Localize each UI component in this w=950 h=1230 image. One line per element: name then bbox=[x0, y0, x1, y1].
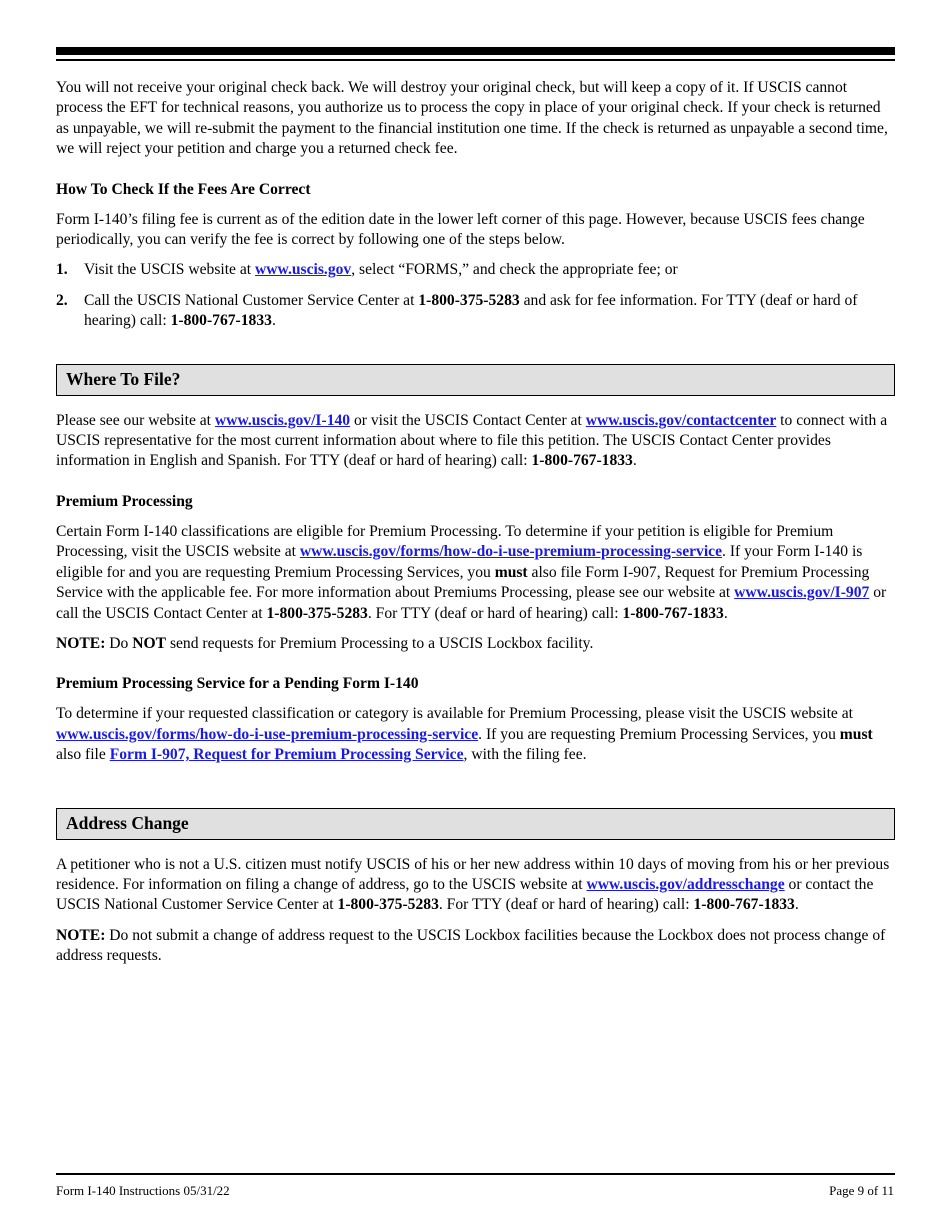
fees-paragraph: Form I-140’s filing fee is current as of the edition date in the lower left corner of this page. However, because USCIS fees change periodically, you can verify the fee is correct by following one of the steps below. bbox=[56, 210, 865, 249]
tty-number: 1-800-767-1833 bbox=[622, 604, 724, 622]
page-content bbox=[56, 78, 895, 967]
check-paragraph: You will not receive your original check back. We will destroy your original check, but will keep a copy of it. If USCIS cannot process the EFT for technical reasons, you authorize us to process the copy in place of your original check. If your check is returned as unpayable, we will re-submit the payment to the financial institution one time. If the check is returned as unpayable a second time, we will reject your petition and charge you a returned check fee. bbox=[56, 79, 888, 158]
fees-step-1: 1. Visit the USCIS website at www.uscis.gov, select “FORMS,” and check the appropriate fee; or bbox=[56, 260, 895, 280]
pending-form-paragraph: To determine if your requested classification or category is available for Premium Processing, please visit the USCIS website at www.uscis.gov/forms/how-do-i-use-premium-processing-service. If you are requesting Premium Processing Services, you must also file Form I-907, Request for Premium Processing Service, with the filing fee. bbox=[56, 705, 873, 764]
premium-processing-link[interactable]: www.uscis.gov/forms/how-do-i-use-premium-processing-service bbox=[299, 543, 723, 561]
address-change-link[interactable]: www.uscis.gov/addresschange bbox=[586, 875, 785, 893]
phone-number: 1-800-375-5283 bbox=[337, 896, 439, 914]
phone-number: 1-800-375-5283 bbox=[266, 604, 368, 622]
uscis-website-link[interactable]: www.uscis.gov bbox=[255, 261, 352, 279]
footer-page-number: Page 9 of 11 bbox=[829, 1183, 894, 1198]
note-label: NOTE: bbox=[56, 926, 106, 944]
section-header-where-to-file: Where To File? bbox=[56, 364, 895, 396]
address-change-paragraph: A petitioner who is not a U.S. citizen must notify USCIS of his or her new address within 10 days of moving from his or her previous residence. For information on filing a change of address, go to the USCIS website at www.uscis.gov/addresschange or contact the USCIS National Customer Service Center at 1-800-375-5283. For TTY (deaf or hard of hearing) call: 1-800-767-1833. bbox=[56, 855, 890, 914]
note-label: NOTE: bbox=[56, 634, 106, 652]
premium-processing-paragraph: Certain Form I-140 classifications are eligible for Premium Processing. To determine if your petition is eligible for Premium Processing, visit the USCIS website at www.uscis.gov/forms/how-do-i-use-premium-processing-service. If your Form I-140 is eligible for and you are requesting Premium Processing Services, you must also file Form I-907, Request for Premium Processing Service with the applicable fee. For more information about Premiums Processing, please see our website at www.uscis.gov/I-907 or call the USCIS Contact Center at 1-800-375-5283. For TTY (deaf or hard of hearing) call: 1-800-767-1833. bbox=[56, 522, 887, 622]
header-rule-thick bbox=[56, 47, 895, 55]
premium-processing-heading: Premium Processing bbox=[56, 492, 193, 510]
phone-number: 1-800-375-5283 bbox=[418, 291, 520, 309]
fees-step-2: 2. Call the USCIS National Customer Service Center at 1-800-375-5283 and ask for fee information. For TTY (deaf or hard of hearing) call: 1-800-767-1833. bbox=[56, 291, 858, 330]
tty-number: 1-800-767-1833 bbox=[170, 312, 272, 330]
i907-link[interactable]: www.uscis.gov/I-907 bbox=[734, 584, 870, 602]
pending-form-heading: Premium Processing Service for a Pending Form I-140 bbox=[56, 675, 419, 693]
tty-number: 1-800-767-1833 bbox=[693, 896, 795, 914]
form-i907-link[interactable]: Form I-907, Request for Premium Processing Service bbox=[109, 746, 464, 764]
fees-heading: How To Check If the Fees Are Correct bbox=[56, 180, 311, 198]
premium-processing-link[interactable]: www.uscis.gov/forms/how-do-i-use-premium-processing-service bbox=[56, 725, 479, 743]
premium-note: NOTE: Do NOT send requests for Premium Processing to a USCIS Lockbox facility. bbox=[56, 634, 594, 652]
fees-steps-list bbox=[56, 260, 895, 331]
address-note: NOTE: Do not submit a change of address request to the USCIS Lockbox facilities because the Lockbox does not process change of address requests. bbox=[56, 926, 886, 965]
step-number: 1. bbox=[56, 261, 68, 279]
where-to-file-paragraph: Please see our website at www.uscis.gov/I-140 or visit the USCIS Contact Center at www.uscis.gov/contactcenter to connect with a USCIS representative for the most current information about where to file this petition. The USCIS Contact Center provides information in English and Spanish. For TTY (deaf or hard of hearing) call: 1-800-767-1833. bbox=[56, 411, 888, 470]
step-number: 2. bbox=[56, 291, 68, 309]
i140-link[interactable]: www.uscis.gov/I-140 bbox=[214, 411, 351, 429]
tty-number: 1-800-767-1833 bbox=[531, 452, 633, 470]
section-header-address-change: Address Change bbox=[56, 808, 895, 840]
contact-center-link[interactable]: www.uscis.gov/contactcenter bbox=[585, 411, 777, 429]
footer-rule bbox=[56, 1173, 895, 1175]
footer-edition: Form I-140 Instructions 05/31/22 bbox=[56, 1183, 230, 1198]
header-rule-thin bbox=[56, 59, 895, 61]
